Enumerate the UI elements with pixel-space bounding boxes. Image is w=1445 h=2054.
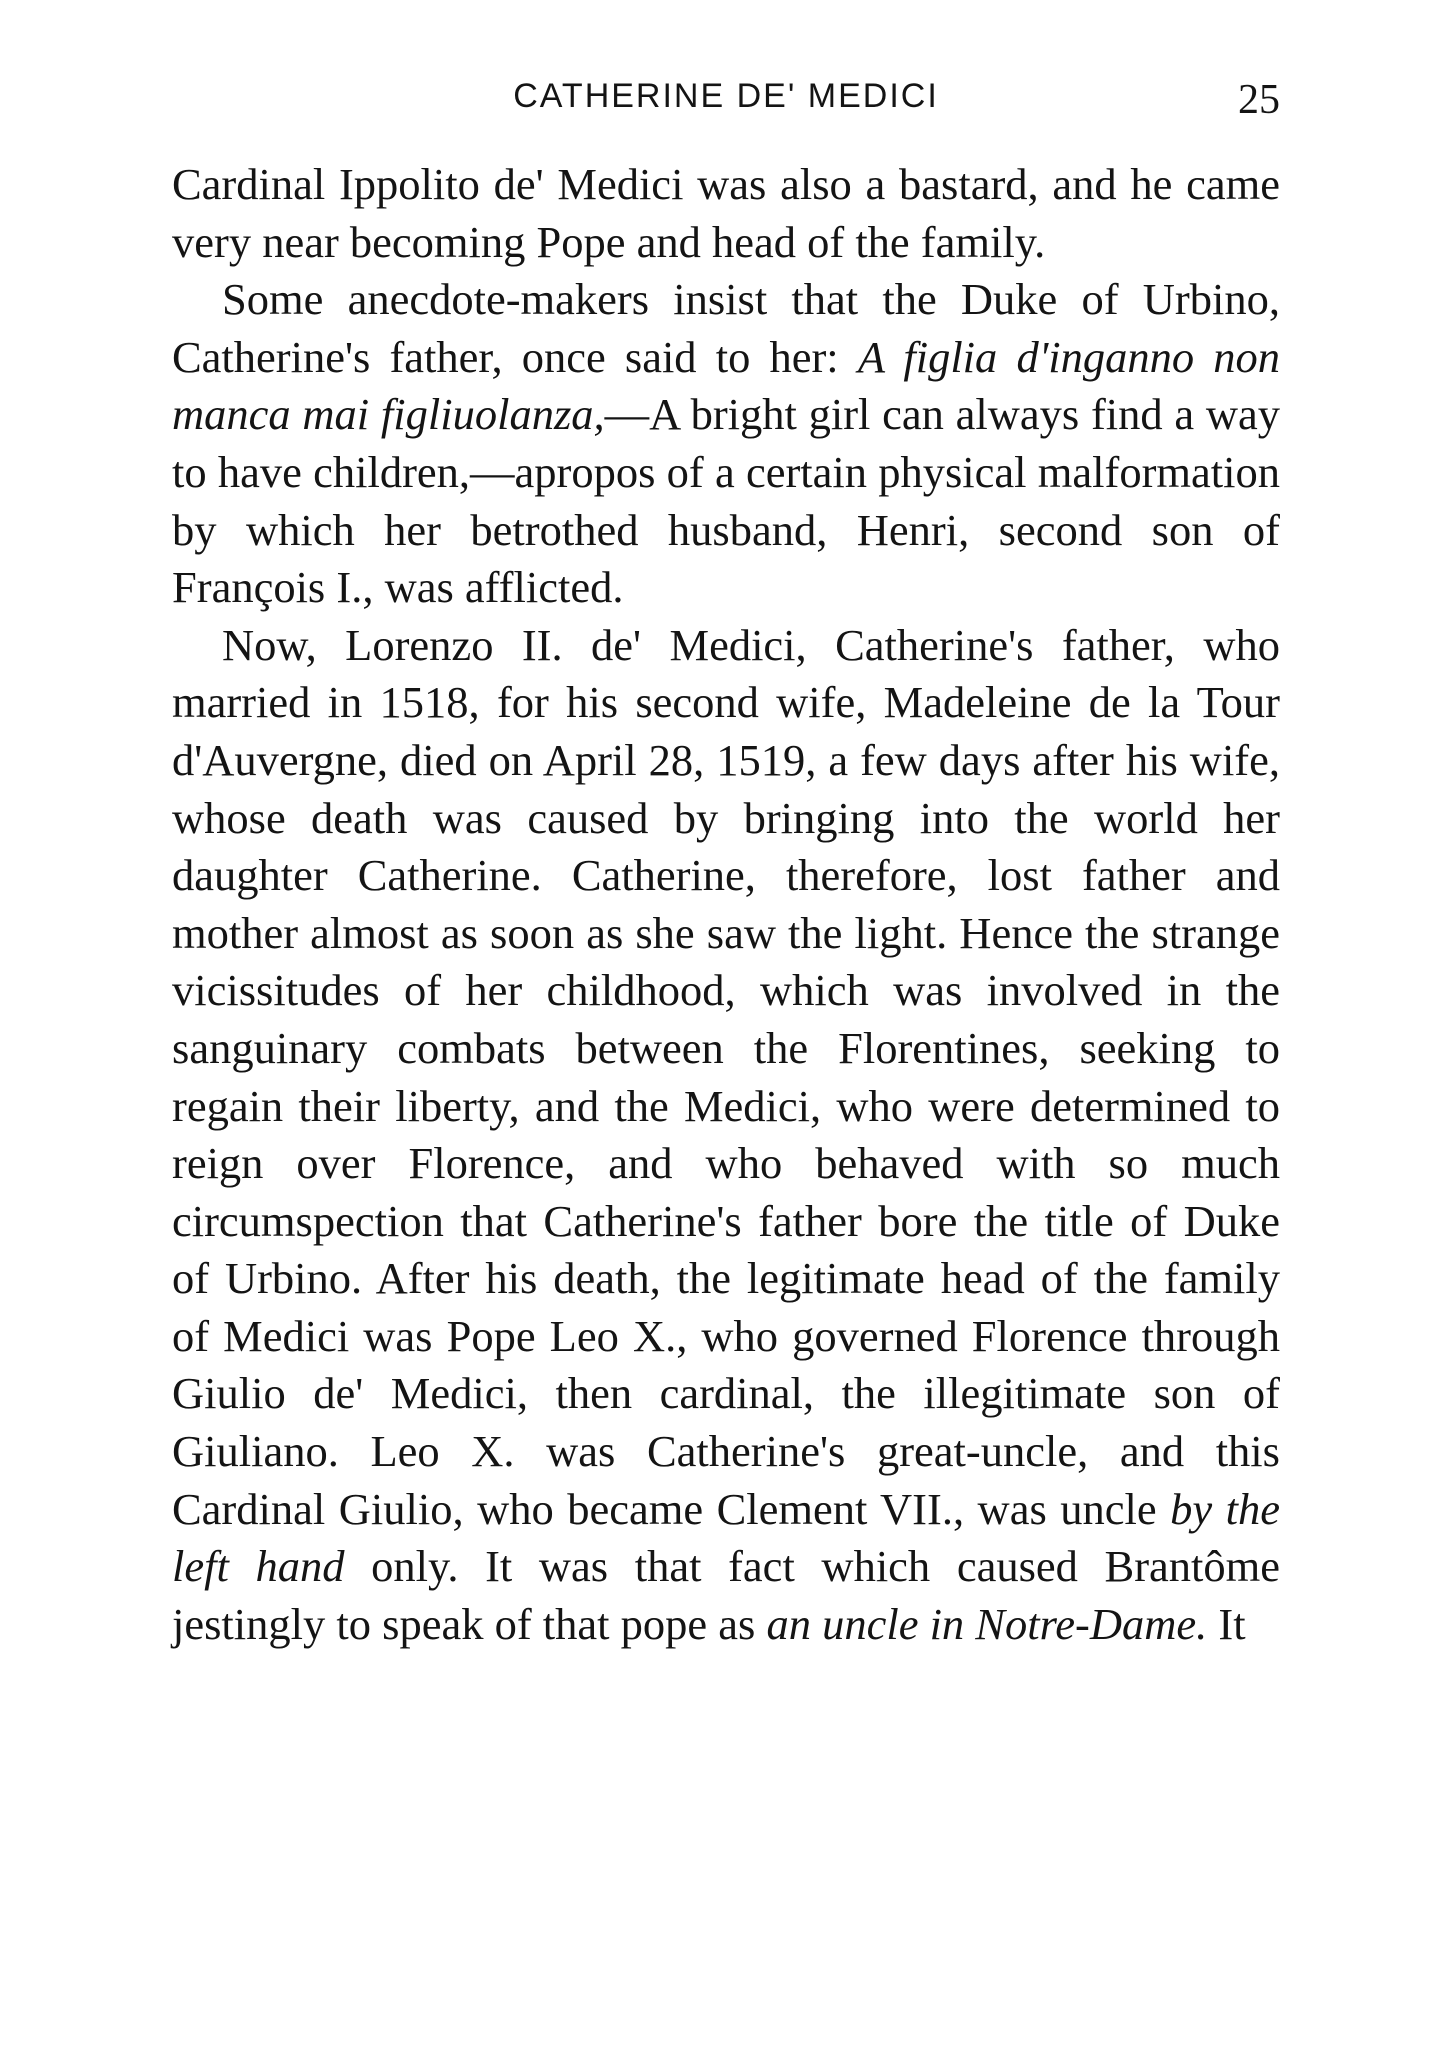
book-page [172, 0, 1280, 2054]
paragraph-text: It [1207, 1598, 1246, 1649]
page-number: 25 [1238, 77, 1280, 123]
italic-phrase: an uncle in Notre-Dame. [766, 1598, 1208, 1649]
paragraph-text: only. It was that fact which caused Brantôme jestingly to speak of that pope as [172, 1541, 1281, 1649]
paragraph [172, 156, 1280, 271]
running-header [172, 66, 1280, 126]
paragraph [172, 617, 1280, 1654]
paragraph-text: Now, Lorenzo II. de' Medici, Catherine's father, who married in 1518, for his second wife, Madeleine de la Tour d'Auvergne, died on April 28, 1519, a few days after his wife, whose death was caused by bringing into the world her daughter Catherine. Catherine, therefore, lost father and mother almost as soon as she saw the light. Hence the strange vicissitudes of her childhood, which was involved in the sanguinary combats between the Florentines, seeking to regain their liberty, and the Medici, who were determined to reign over Florence, and who behaved with so much circumspection that Catherine's father bore the title of Duke of Urbino. After his death, the legitimate head of the family of Medici was Pope Leo X., who governed Florence through Giulio de' Medici, then cardinal, the illegitimate son of Giuliano. Leo X. was Catherine's great-uncle, and this Cardinal Giulio, who became Clement VII., was uncle [172, 619, 1280, 1534]
paragraph-text: —A bright girl can always find a way to have children,—apropos of a certain physical malformation by which her betrothed husband, Henri, second son of François I., was afflicted. [172, 389, 1280, 613]
italic-phrase: by the left hand [172, 1483, 1280, 1592]
paragraph-text: Cardinal Ippolito de' Medici was also a bastard, and he came very near becoming Pope and head of the family. [172, 159, 1280, 267]
paragraph-text: Some anecdote-makers insist that the Duke of Urbino, Catherine's father, once said to her: [172, 274, 1280, 382]
paragraph [172, 271, 1280, 617]
italic-quotation: A figlia d'inganno non manca mai figliuolanza, [172, 331, 1280, 440]
body-text [172, 156, 1280, 1653]
running-title: CATHERINE DE' MEDICI [513, 77, 939, 115]
